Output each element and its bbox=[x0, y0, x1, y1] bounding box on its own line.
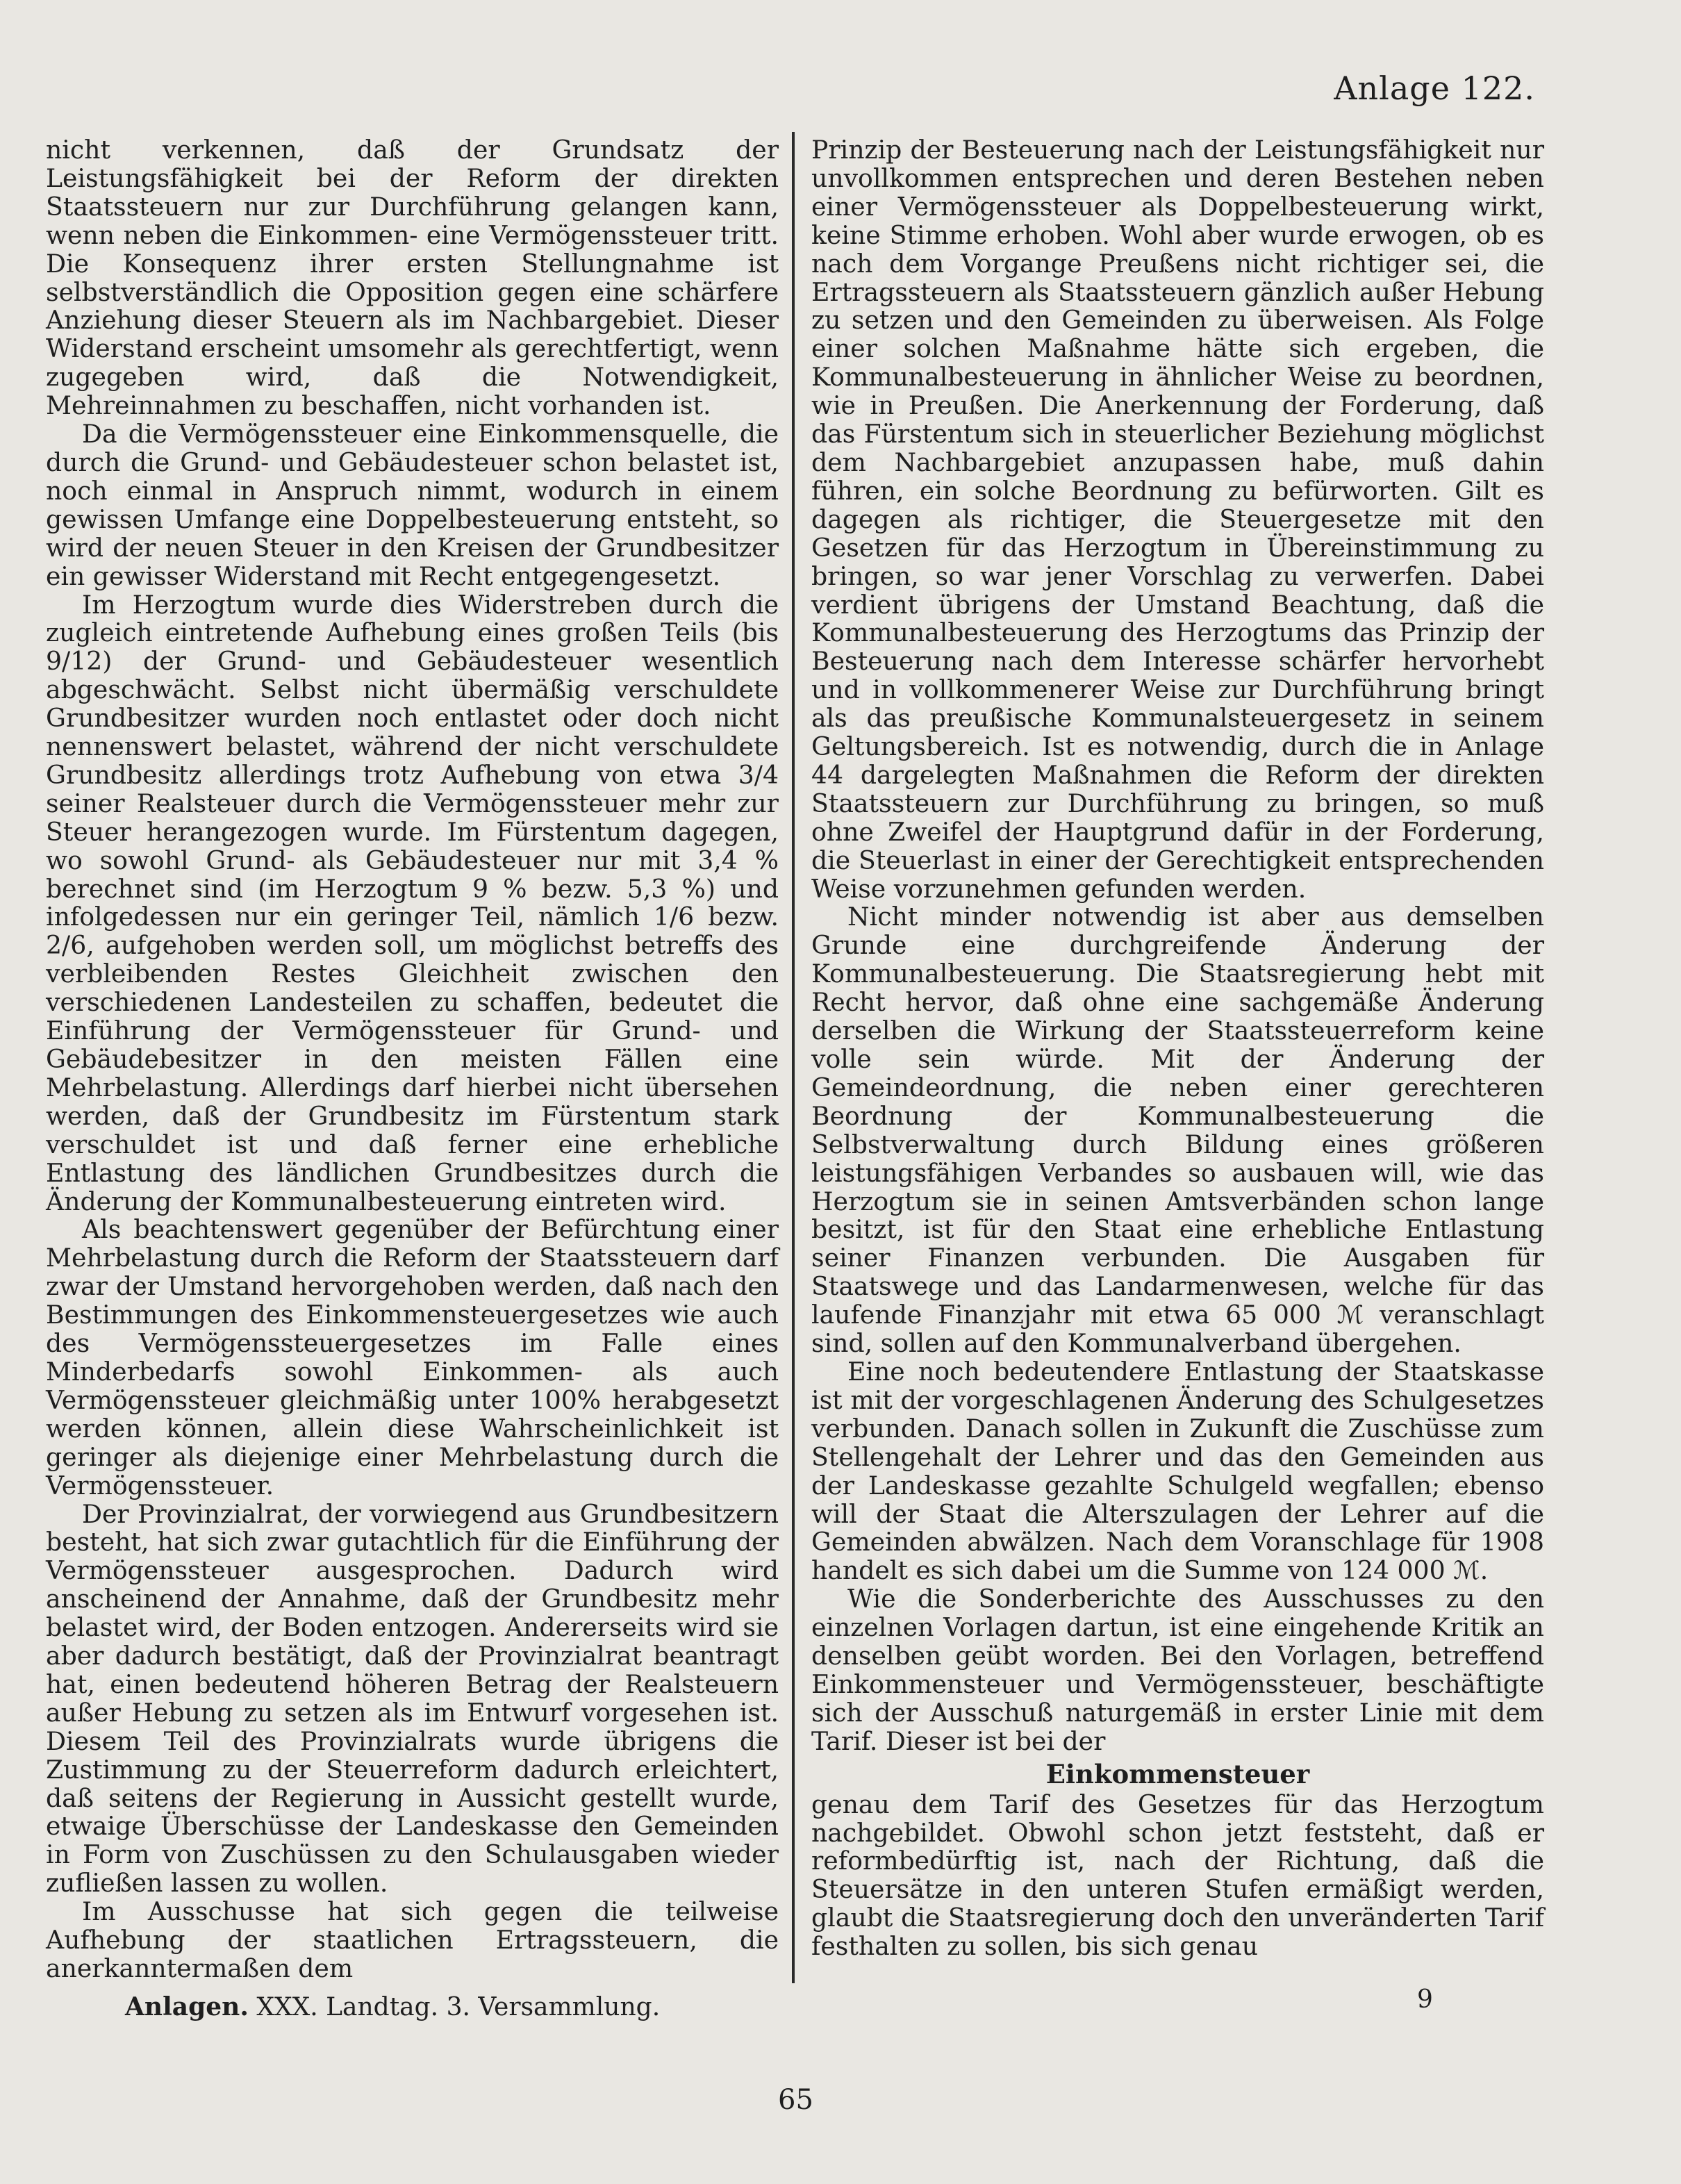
signature-number: 9 bbox=[1417, 1985, 1433, 2014]
paragraph: Als beachtenswert gegenüber der Befürchtung einer Mehrbelastung durch die Reform der Staatssteuern darf zwar der Umstand hervorgehoben werden, daß nach den Bestimmungen des Einkommensteuergesetzes wie auch des Vermögenssteuergesetzes im Falle eines Minderbedarfs sowohl Einkommen- als auch Vermögenssteuer gleichmäßig unter 100% herabgesetzt werden können, allein diese Wahrscheinlichkeit ist geringer als diejenige einer Mehrbelastung durch die Vermögenssteuer. bbox=[46, 1214, 779, 1500]
paragraph: nicht verkennen, daß der Grundsatz der Leistungsfähigkeit bei der Reform der direkten Staatssteuern nur zur Durchführung gelangen kann, wenn neben die Einkommen- eine Vermögenssteuer tritt. Die Konsequenz ihrer ersten Stellungnahme ist selbstverständlich die Opposition gegen eine schärfere Anziehung dieser Steuern als im Nachbargebiet. Dieser Widerstand erscheint umsomehr als gerechtfertigt, wenn zugegeben wird, daß die Notwendigkeit, Mehreinnahmen zu beschaffen, nicht vorhanden ist. bbox=[46, 135, 779, 421]
footer-source-detail: XXX. Landtag. 3. Versammlung. bbox=[248, 1993, 661, 2021]
paragraph: Prinzip der Besteuerung nach der Leistungsfähigkeit nur unvollkommen entsprechen und deren Bestehen neben einer Vermögenssteuer als Doppelbesteuerung wirkt, keine Stimme erhoben. Wohl aber wurde erwogen, ob es nach dem Vorgange Preußens nicht richtiger sei, die Ertragssteuern als Staatssteuern gänzlich außer Hebung zu setzen und den Gemeinden zu überweisen. Als Folge einer solchen Maßnahme hätte sich ergeben, die Kommunalbesteuerung in ähnlicher Weise zu beordnen, wie in Preußen. Die Anerkennung der Forderung, daß das Fürstentum sich in steuerlicher Beziehung möglichst dem Nachbargebiet anzupassen habe, muß dahin führen, ein solche Beordnung zu befürworten. Gilt es dagegen als richtiger, die Steuergesetze mit den Gesetzen für das Herzogtum in Übereinstimmung zu bringen, so war jener Vorschlag zu verwerfen. Dabei verdient übrigens der Umstand Beachtung, daß die Kommunalbesteuerung des Herzogtums das Prinzip der Besteuerung nach dem Interesse schärfer hervorhebt und in vollkommenerer Weise zur Durchführung bringt als das preußische Kommunalsteuergesetz in seinem Geltungsbereich. Ist es notwendig, durch die in Anlage 44 dargelegten Maßnahmen die Reform der direkten Staatssteuern zur Durchführung zu bringen, so muß ohne Zweifel der Hauptgrund dafür in der Forderung, die Steuerlast in einer der Gerechtigkeit entsprechenden Weise vorzunehmen gefunden werden. bbox=[811, 135, 1544, 904]
footer-source-title: Anlagen. bbox=[125, 1992, 249, 2021]
page-number: 65 bbox=[778, 2084, 813, 2116]
right-column bbox=[811, 136, 1544, 1961]
paragraph: genau dem Tarif des Gesetzes für das Herzogtum nachgebildet. Obwohl schon jetzt feststeht, daß er reformbedürftig ist, nach der Richtung, daß die Steuersätze in den unteren Stufen ermäßigt werden, glaubt die Staatsregierung doch den unveränderten Tarif festhalten zu sollen, bis sich genau bbox=[811, 1789, 1544, 1962]
paragraph: Wie die Sonderberichte des Ausschusses zu den einzelnen Vorlagen dartun, ist eine eingehende Kritik an denselben geübt worden. Bei den Vorlagen, betreffend Einkommensteuer und Vermögenssteuer, beschäftigte sich der Ausschuß naturgemäß in erster Linie mit dem Tarif. Dieser ist bei der bbox=[811, 1584, 1544, 1756]
footer-source bbox=[125, 1992, 660, 2021]
paragraph: Der Provinzialrat, der vorwiegend aus Grundbesitzern besteht, hat sich zwar gutachtlich für die Einführung der Vermögenssteuer ausgesprochen. Dadurch wird anscheinend der Annahme, daß der Grundbesitz mehr belastet wird, der Boden entzogen. Andererseits wird sie aber dadurch bestätigt, daß der Provinzialrat beantragt hat, einen bedeutend höheren Betrag der Realsteuern außer Hebung zu setzen als im Entwurf vorgesehen ist. Diesem Teil des Provinzialrats wurde übrigens die Zustimmung zu der Steuerreform dadurch erleichtert, daß seitens der Regierung in Aussicht gestellt wurde, etwaige Überschüsse der Landeskasse den Gemeinden in Form von Zuschüssen zu den Schulausgaben wieder zufließen lassen zu wollen. bbox=[46, 1498, 779, 1898]
paragraph: Nicht minder notwendig ist aber aus demselben Grunde eine durchgreifende Änderung der Kommunalbesteuerung. Die Staatsregierung hebt mit Recht hervor, daß ohne eine sachgemäße Änderung derselben die Wirkung der Staatssteuerreform keine volle sein würde. Mit der Änderung der Gemeindeordnung, die neben einer gerechteren Beordnung der Kommunalbesteuerung die Selbstverwaltung durch Bildung eines größeren leistungsfähigen Verbandes so ausbauen will, wie das Herzogtum sie in seinen Amtsverbänden schon lange besitzt, ist für den Staat eine erhebliche Entlastung seiner Finanzen verbunden. Die Ausgaben für Staatswege und das Landarmenwesen, welche für das laufende Finanzjahr mit etwa 65 000 ℳ veranschlagt sind, sollen auf den Kommunalverband übergehen. bbox=[811, 902, 1544, 1359]
paragraph: Im Ausschusse hat sich gegen die teilweise Aufhebung der staatlichen Ertragssteuern, die anerkanntermaßen dem bbox=[46, 1896, 779, 1983]
paragraph: Eine noch bedeutendere Entlastung der Staatskasse ist mit der vorgeschlagenen Änderung des Schulgesetzes verbunden. Danach sollen in Zukunft die Zuschüsse zum Stellengehalt der Lehrer und das den Gemeinden aus der Landeskasse gezahlte Schulgeld wegfallen; ebenso will der Staat die Alterszulagen der Lehrer auf die Gemeinden abwälzen. Nach dem Voranschlage für 1908 handelt es sich dabei um die Summe von 124 000 ℳ. bbox=[811, 1356, 1544, 1586]
paragraph: Im Herzogtum wurde dies Widerstreben durch die zugleich eintretende Aufhebung eines großen Teils (bis 9/12) der Grund- und Gebäudesteuer wesentlich abgeschwächt. Selbst nicht übermäßig verschuldete Grundbesitzer wurden noch entlastet oder doch nicht nennenswert belastet, während der nicht verschuldete Grundbesitz allerdings trotz Aufhebung von etwa 3/4 seiner Realsteuer durch die Vermögenssteuer mehr zur Steuer herangezogen wurde. Im Fürstentum dagegen, wo sowohl Grund- als Gebäudesteuer nur mit 3,4 % berechnet sind (im Herzogtum 9 % bezw. 5,3 %) und infolgedessen nur ein geringer Teil, nämlich 1/6 bezw. 2/6, aufgehoben werden soll, um möglichst betreffs des verbleibenden Restes Gleichheit zwischen den verschiedenen Landesteilen zu schaffen, bedeutet die Einführung der Vermögenssteuer für Grund- und Gebäudebesitzer in den meisten Fällen eine Mehrbelastung. Allerdings darf hierbei nicht übersehen werden, daß der Grundbesitz im Fürstentum stark verschuldet ist und daß ferner eine erhebliche Entlastung des ländlichen Grundbesitzes durch die Änderung der Kommunalbesteuerung eintreten wird. bbox=[46, 589, 779, 1216]
annex-header: Anlage 122. bbox=[1334, 69, 1535, 107]
column-divider bbox=[792, 132, 795, 1983]
paragraph: Da die Vermögenssteuer eine Einkommensquelle, die durch die Grund- und Gebäudesteuer schon belastet ist, noch einmal in Anspruch nimmt, wodurch in einem gewissen Umfange eine Doppelbesteuerung entsteht, so wird der neuen Steuer in den Kreisen der Grundbesitzer ein gewisser Widerstand mit Recht entgegengesetzt. bbox=[46, 419, 779, 591]
section-heading: Einkommensteuer bbox=[1045, 1758, 1310, 1789]
left-column bbox=[46, 136, 779, 1983]
